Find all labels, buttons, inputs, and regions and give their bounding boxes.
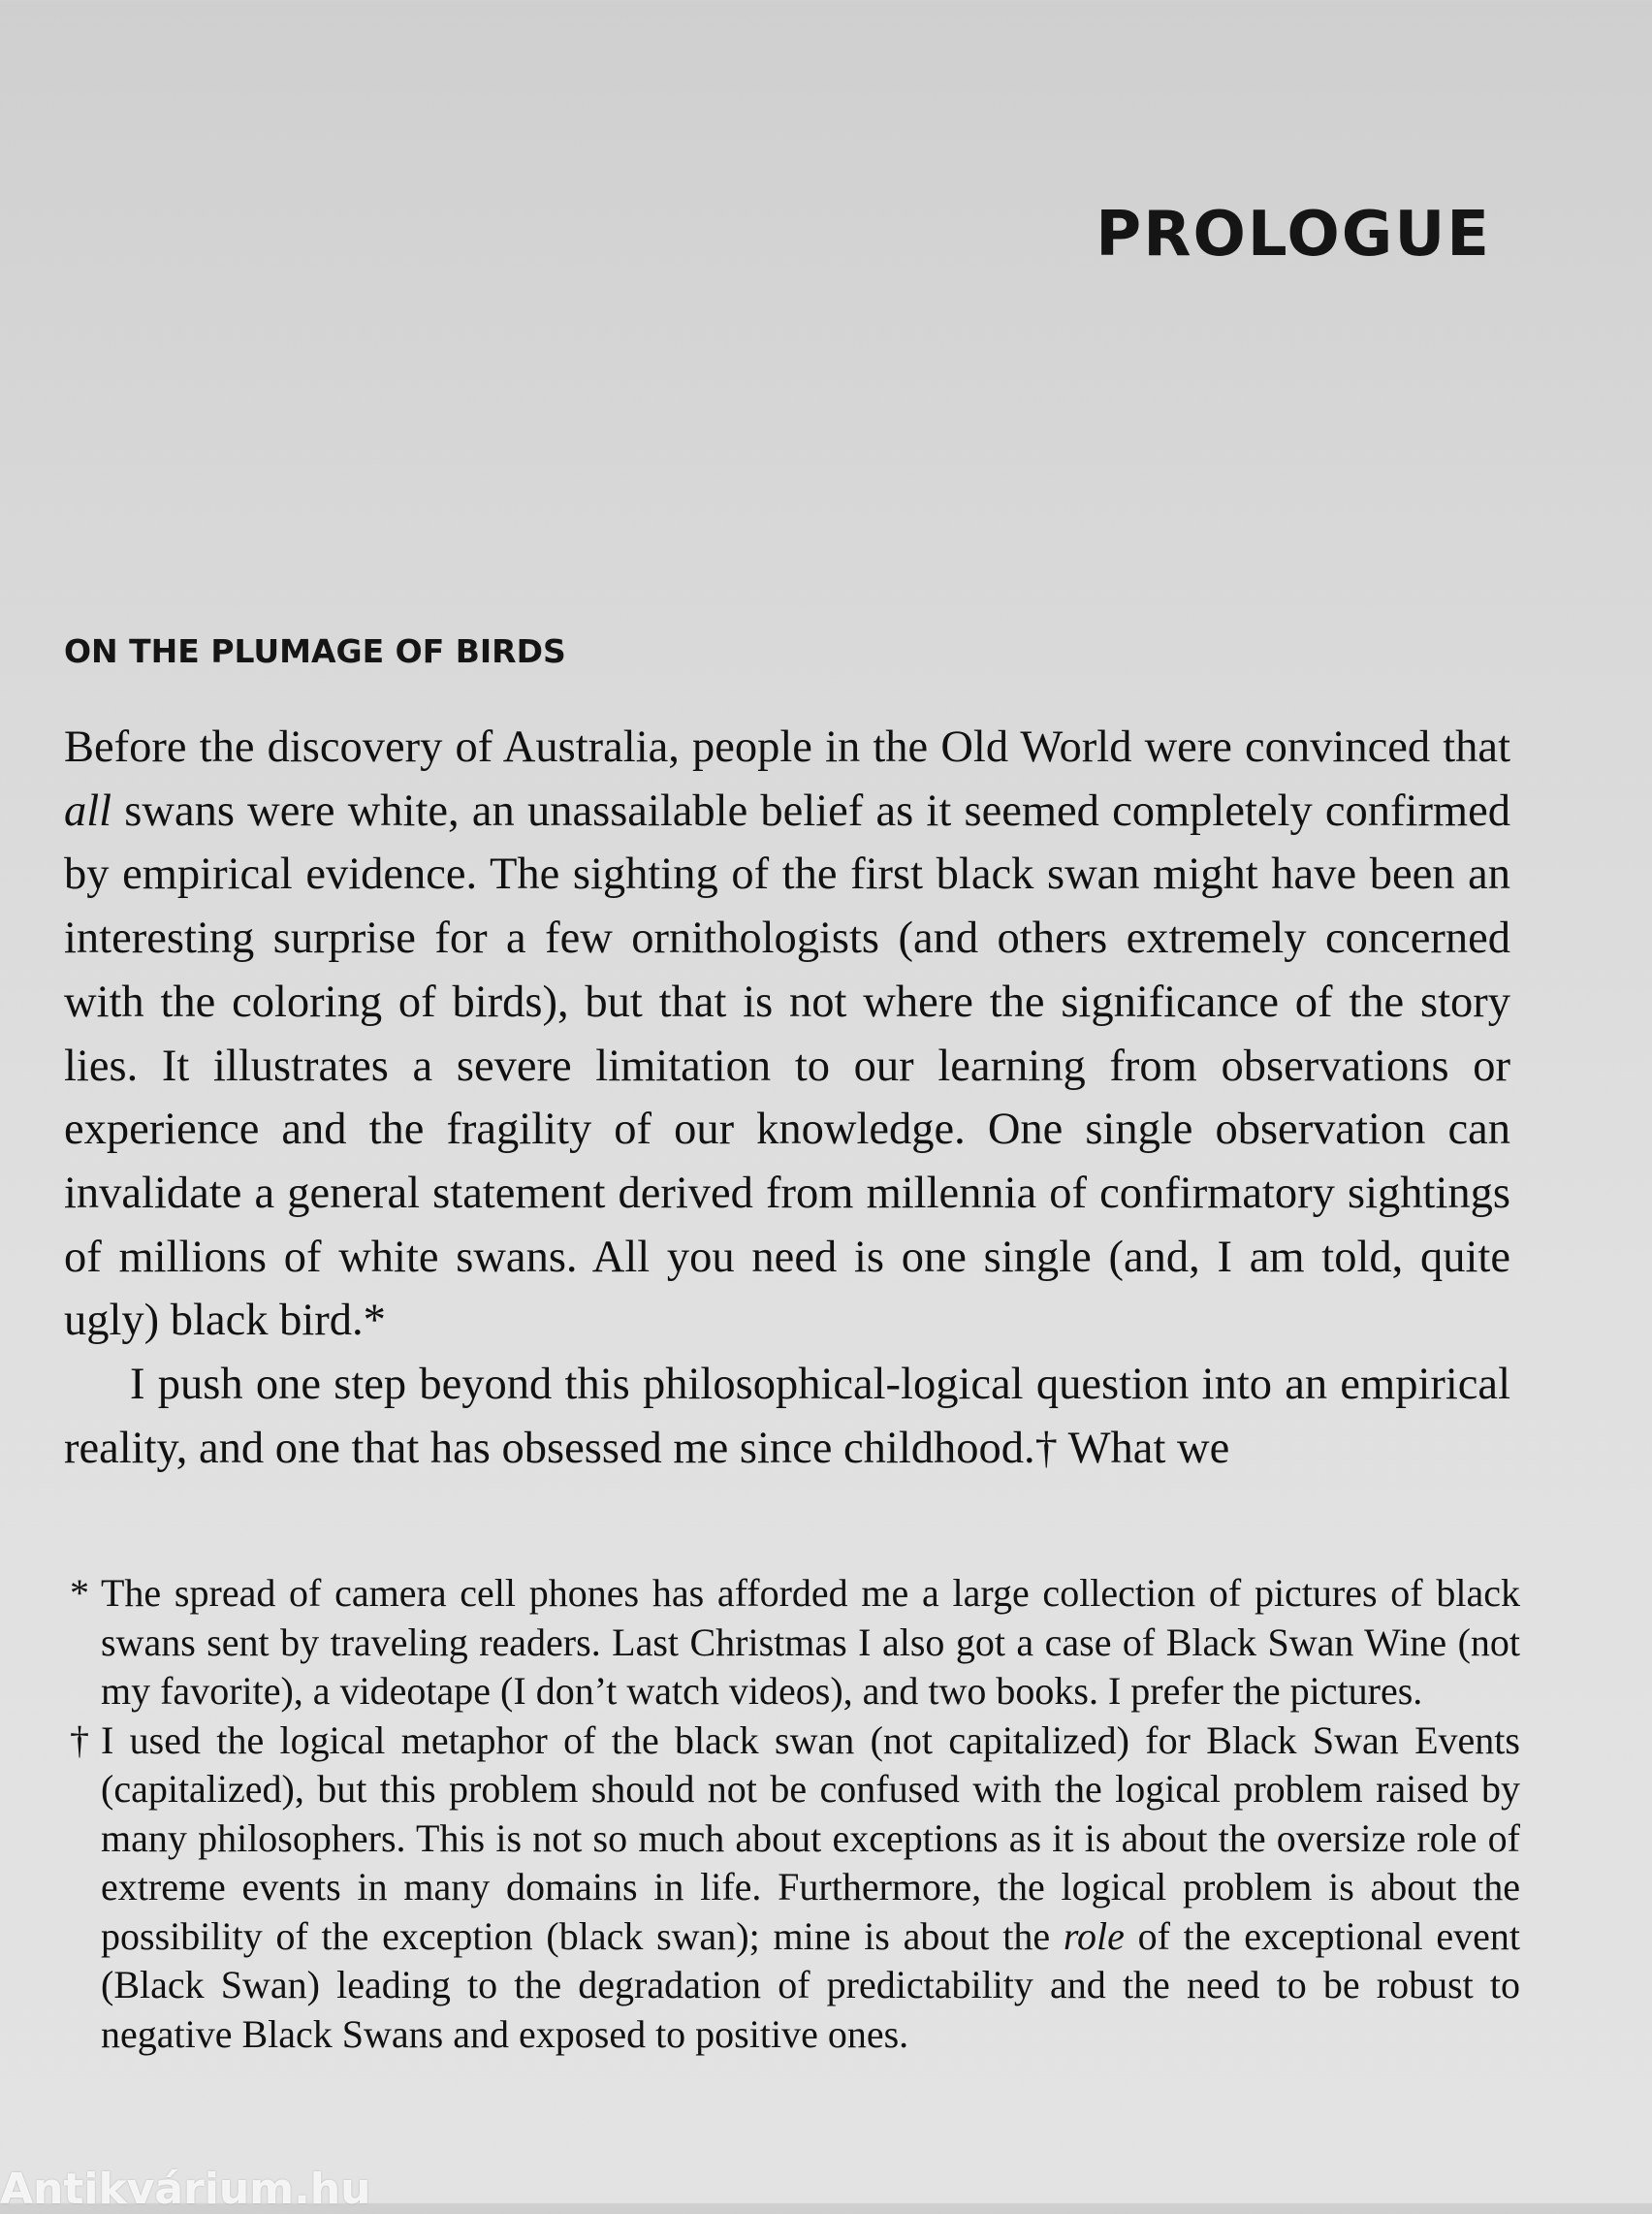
footnote-2-mark: †: [70, 1717, 89, 1762]
footnote-2-text-rest: of the exceptional event (Black Swan) leading to the degradation of predictability and the need to be robust to negative Black Swans and exposed to positive ones.: [101, 1913, 1520, 2056]
footnotes: [66, 1569, 1520, 2059]
body-text: [64, 716, 1510, 1480]
footnote-2: [66, 1717, 1520, 2060]
footnote-1: [66, 1569, 1520, 1717]
footnote-2-text-start: I used the logical metaphor of the black swan (not capitalized) for Black Swan Events (capitalized), but this problem should not be confused with the logical problem raised by many philosophers. This is not so much about exceptions as it is about the oversize role of extreme events in many domains in life. Furthermore, the logical problem is about the possibility of the exception (black swan); mine is about the: [101, 1717, 1520, 1958]
footnote-1-mark: *: [70, 1571, 89, 1615]
watermark: Antikvárium.hu: [0, 2165, 371, 2214]
chapter-title: PROLOGUE: [1096, 199, 1491, 271]
paragraph-1: [64, 716, 1510, 1353]
paragraph-1-start: Before the discovery of Australia, people in the Old World were convinced that: [64, 722, 1510, 772]
paragraph-2: I push one step beyond this philosophical-logical question into an empirical reality, and one that has obsessed me since childhood.† What we: [64, 1360, 1510, 1473]
section-heading: ON THE PLUMAGE OF BIRDS: [64, 632, 566, 670]
footnote-1-text: The spread of camera cell phones has afforded me a large collection of pictures of black swans sent by traveling readers. Last Christmas I also got a case of Black Swan Wine (not my favorite), a videotape (I don’t watch videos), and two books. I prefer the pictures.: [101, 1571, 1520, 1713]
emphasis-role: role: [1063, 1913, 1125, 1958]
emphasis-all: all: [64, 786, 112, 836]
paragraph-1-rest: swans were white, an unassailable belief as it seemed completely confirmed by empirical evidence. The sighting of the first black swan might have been an interesting surprise for a few ornithologists (and others extremely concerned with the coloring of birds), but that is not where the significance of the story lies. It illustrates a severe limitation to our learning from observations or experience and the fragility of our knowledge. One single observation can invalidate a general statement derived from millennia of confirmatory sightings of millions of white swans. All you need is one single (and, I am told, quite ugly) black bird.*: [64, 786, 1510, 1346]
